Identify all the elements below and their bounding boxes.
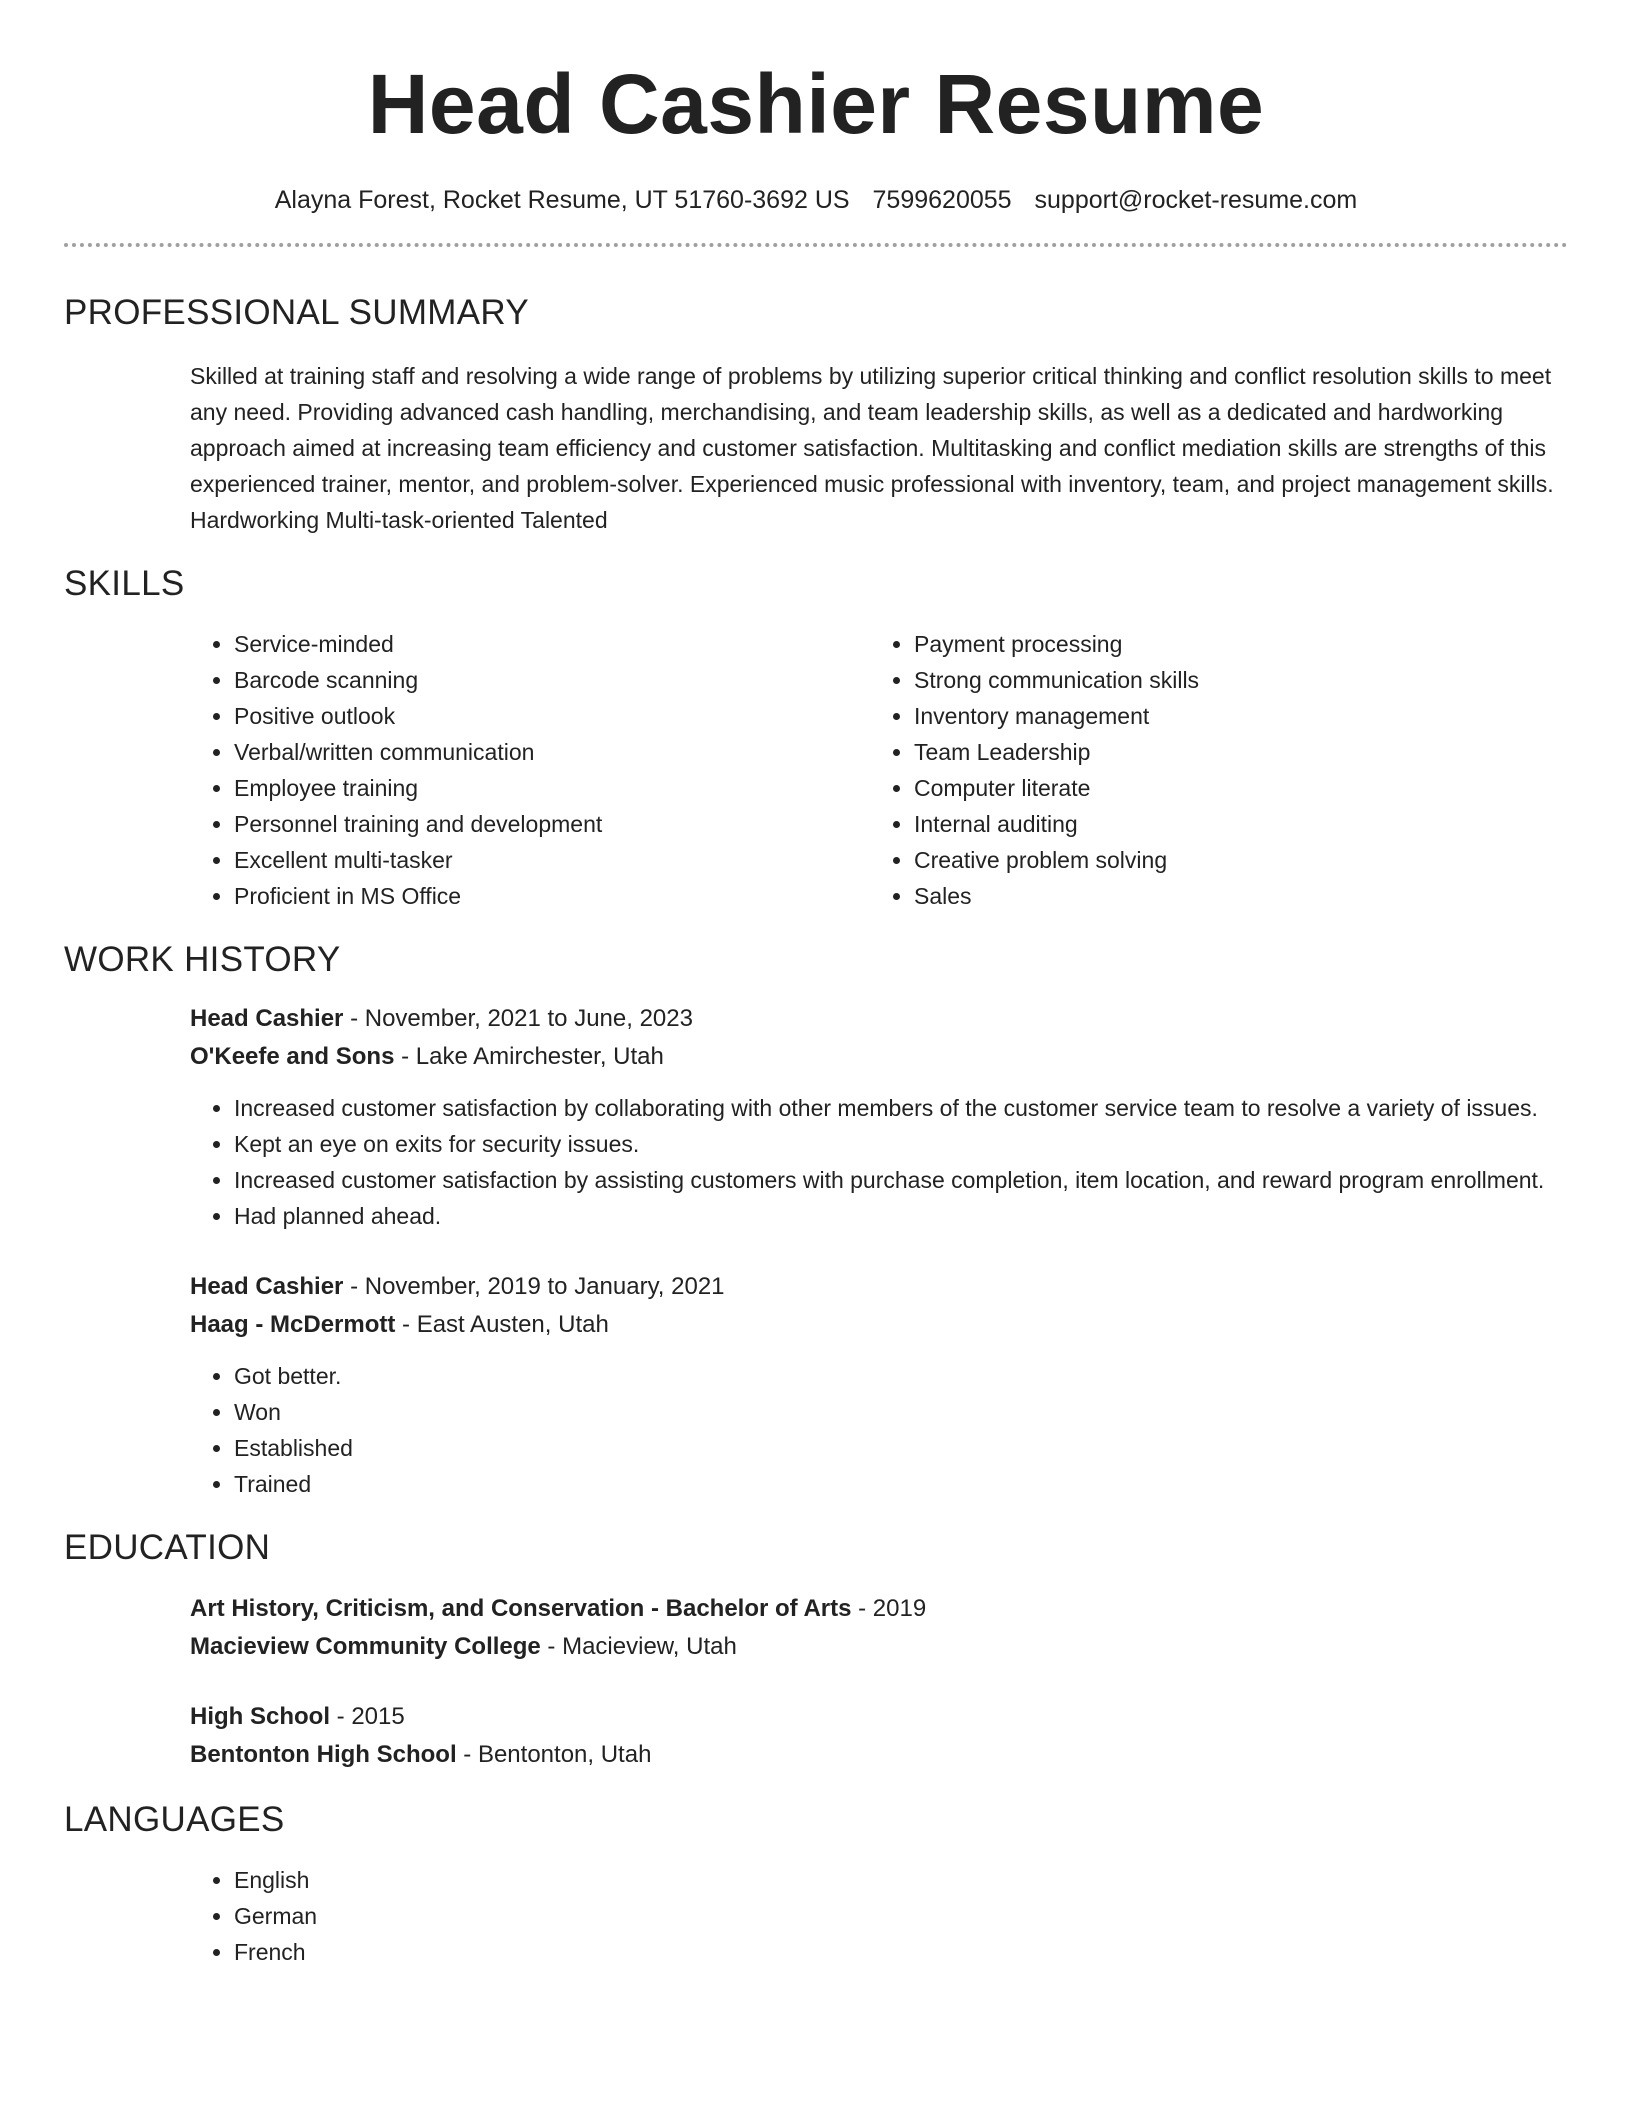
skill-item: • Strong communication skills bbox=[914, 662, 1550, 698]
skill-item: • Barcode scanning bbox=[234, 662, 870, 698]
contact-phone: 7599620055 bbox=[872, 186, 1012, 214]
language-item: • French bbox=[234, 1934, 1568, 1970]
job-entry bbox=[190, 1000, 1568, 1234]
job-location: - East Austen, Utah bbox=[395, 1311, 609, 1338]
job-duty: • Kept an eye on exits for security issues. bbox=[234, 1126, 1568, 1162]
school-line bbox=[190, 1736, 1568, 1774]
skill-item: • Positive outlook bbox=[234, 698, 870, 734]
graduation-year: - 2015 bbox=[330, 1703, 405, 1730]
degree: Art History, Criticism, and Conservation - Bachelor of Arts bbox=[190, 1595, 852, 1622]
job-company: Haag - McDermott bbox=[190, 1311, 396, 1338]
skills-heading: SKILLS bbox=[64, 564, 185, 603]
contact-line bbox=[64, 186, 1568, 215]
skill-item: • Proficient in MS Office bbox=[234, 878, 870, 914]
job-company-line bbox=[190, 1038, 1568, 1076]
job-duty: • Established bbox=[234, 1430, 1568, 1466]
graduation-year: - 2019 bbox=[851, 1595, 927, 1622]
skill-item: • Inventory management bbox=[914, 698, 1550, 734]
summary-text: Skilled at training staff and resolving a wide range of problems by utilizing superior critical thinking and conflict resolution skills to meet any need. Providing advanced cash handling, merchandising, and team leadership skills, as well as a dedicated and hardworking approach aimed at increasing team efficiency and customer satisfaction. Multitasking and conflict mediation skills are strengths of this experienced trainer, mentor, and problem-solver. Experienced music professional with inventory, team, and project management skills. Hardworking Multi-task-oriented Talented bbox=[190, 363, 1554, 533]
school-location: - Macieview, Utah bbox=[540, 1633, 737, 1660]
skill-item: • Internal auditing bbox=[914, 806, 1550, 842]
skill-item: • Excellent multi-tasker bbox=[234, 842, 870, 878]
education-section bbox=[64, 1528, 1568, 1774]
job-title: Head Cashier bbox=[190, 1005, 344, 1032]
job-dates: - November, 2019 to January, 2021 bbox=[343, 1273, 725, 1300]
job-duties bbox=[190, 1358, 1568, 1502]
job-dates: - November, 2021 to June, 2023 bbox=[343, 1005, 693, 1032]
skill-item: • Creative problem solving bbox=[914, 842, 1550, 878]
education-heading: EDUCATION bbox=[64, 1528, 271, 1567]
page-title: Head Cashier Resume bbox=[367, 57, 1265, 151]
job-title-line bbox=[190, 1000, 1568, 1038]
languages-heading: LANGUAGES bbox=[64, 1800, 285, 1839]
skill-item: • Computer literate bbox=[914, 770, 1550, 806]
work-history-heading: WORK HISTORY bbox=[64, 940, 341, 979]
skill-item: • Personnel training and development bbox=[234, 806, 870, 842]
skills-column-right bbox=[870, 626, 1550, 914]
work-history-section bbox=[64, 940, 1568, 1502]
skill-item: • Team Leadership bbox=[914, 734, 1550, 770]
summary-section bbox=[64, 293, 1568, 538]
skills-column-left bbox=[190, 626, 870, 914]
skill-item: • Employee training bbox=[234, 770, 870, 806]
job-entry bbox=[190, 1268, 1568, 1502]
job-duties bbox=[190, 1090, 1568, 1234]
job-title-line bbox=[190, 1268, 1568, 1306]
education-entry bbox=[190, 1590, 1568, 1666]
degree-line bbox=[190, 1698, 1568, 1736]
job-company-line bbox=[190, 1306, 1568, 1344]
contact-email: support@rocket-resume.com bbox=[1034, 186, 1358, 214]
language-item: • English bbox=[234, 1862, 1568, 1898]
job-company: O'Keefe and Sons bbox=[190, 1043, 395, 1070]
job-duty: • Had planned ahead. bbox=[234, 1198, 1568, 1234]
header-divider bbox=[64, 243, 1568, 247]
school-location: - Bentonton, Utah bbox=[456, 1741, 652, 1768]
education-entry bbox=[190, 1698, 1568, 1774]
degree: High School bbox=[190, 1703, 330, 1730]
skill-item: • Sales bbox=[914, 878, 1550, 914]
skills-section bbox=[64, 564, 1568, 914]
job-title: Head Cashier bbox=[190, 1273, 344, 1300]
language-item: • German bbox=[234, 1898, 1568, 1934]
skill-item: • Verbal/written communication bbox=[234, 734, 870, 770]
job-duty: • Won bbox=[234, 1394, 1568, 1430]
skill-item: • Service-minded bbox=[234, 626, 870, 662]
languages-section bbox=[64, 1800, 1568, 1970]
job-duty: • Increased customer satisfaction by assisting customers with purchase completion, item location, and reward program enrollment. bbox=[234, 1162, 1568, 1198]
summary-heading: PROFESSIONAL SUMMARY bbox=[64, 293, 529, 332]
languages-list bbox=[190, 1862, 1568, 1970]
job-duty: • Got better. bbox=[234, 1358, 1568, 1394]
job-duty: • Increased customer satisfaction by collaborating with other members of the customer service team to resolve a variety of issues. bbox=[234, 1090, 1568, 1126]
skills-columns bbox=[190, 626, 1568, 914]
degree-line bbox=[190, 1590, 1568, 1628]
school-name: Bentonton High School bbox=[190, 1741, 457, 1768]
job-duty: • Trained bbox=[234, 1466, 1568, 1502]
job-location: - Lake Amirchester, Utah bbox=[394, 1043, 664, 1070]
skill-item: • Payment processing bbox=[914, 626, 1550, 662]
contact-address: Alayna Forest, Rocket Resume, UT 51760-3692 US bbox=[274, 186, 850, 214]
school-line bbox=[190, 1628, 1568, 1666]
school-name: Macieview Community College bbox=[190, 1633, 541, 1660]
